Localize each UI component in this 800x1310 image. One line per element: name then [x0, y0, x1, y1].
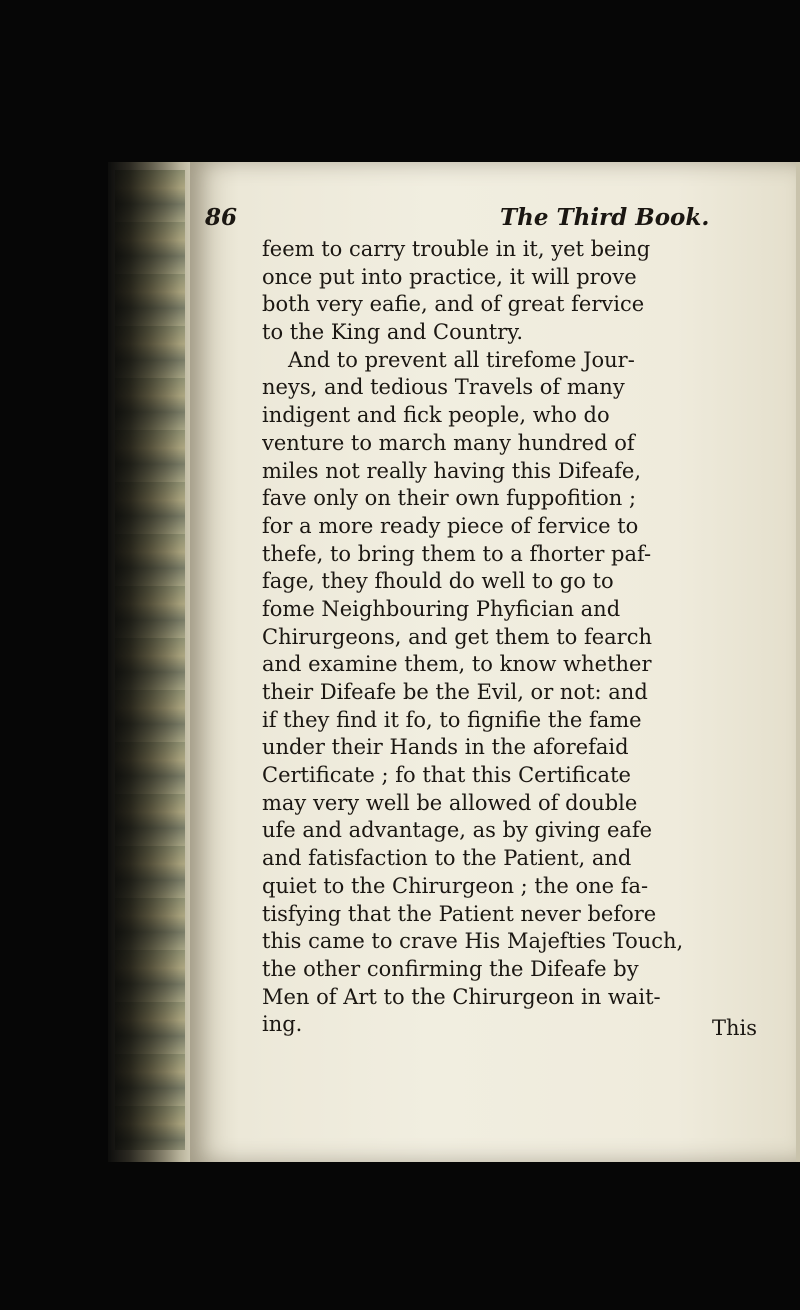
text-line: for a more ready piece of fervice to	[262, 513, 639, 538]
text-line: under their Hands in the aforefaid	[262, 735, 629, 760]
text-line: miles not really having this Difeafe,	[262, 458, 642, 483]
text-line: if they find it fo, to fignifie the fame	[262, 707, 642, 732]
text-line: ufe and advantage, as by giving eafe	[262, 818, 653, 843]
text-line: fome Neighbouring Phyfician and	[262, 596, 621, 621]
text-line: the other confirming the Difeafe by	[262, 956, 639, 981]
text-line: Chirurgeons, and get them to fearch	[262, 624, 653, 649]
text-line: this came to crave His Majefties Touch,	[262, 929, 684, 954]
page-edge	[796, 162, 800, 1162]
text-line: to the King and Country.	[262, 320, 524, 345]
text-line: both very eafie, and of great fervice	[262, 292, 645, 317]
text-line: thefe, to bring them to a fhorter paf-	[262, 541, 652, 566]
text-line: Men of Art to the Chirurgeon in wait-	[262, 984, 661, 1009]
text-line: quiet to the Chirurgeon ; the one fa-	[262, 873, 649, 898]
text-line: and fatisfaction to the Patient, and	[262, 846, 632, 871]
text-line: may very well be allowed of double	[262, 790, 638, 815]
text-line: fave only on their own fuppofition ;	[262, 486, 637, 511]
body-text	[262, 236, 790, 1039]
text-line: fage, they fhould do well to go to	[262, 569, 614, 594]
text-line: feem to carry trouble in it, yet being	[262, 237, 651, 261]
text-line: Certificate ; fo that this Certificate	[262, 763, 631, 788]
catchword: This	[712, 1016, 758, 1040]
text-line: their Difeafe be the Evil, or not: and	[262, 680, 648, 704]
text-line: indigent and fick people, who do	[262, 403, 610, 428]
text-line: neys, and tedious Travels of many	[262, 375, 625, 400]
text-line: ing.	[262, 1012, 303, 1037]
running-head: The Third Book.	[500, 204, 710, 231]
text-line: once put into practice, it will prove	[262, 264, 637, 289]
text-line: And to prevent all tirefome Jour-	[288, 347, 635, 372]
text-line: and examine them, to know whether	[262, 652, 652, 677]
page-number: 86	[205, 204, 238, 231]
text-line: tisfying that the Patient never before	[262, 901, 657, 926]
binding-decoration	[115, 170, 185, 1150]
text-line: venture to march many hundred of	[262, 430, 635, 455]
